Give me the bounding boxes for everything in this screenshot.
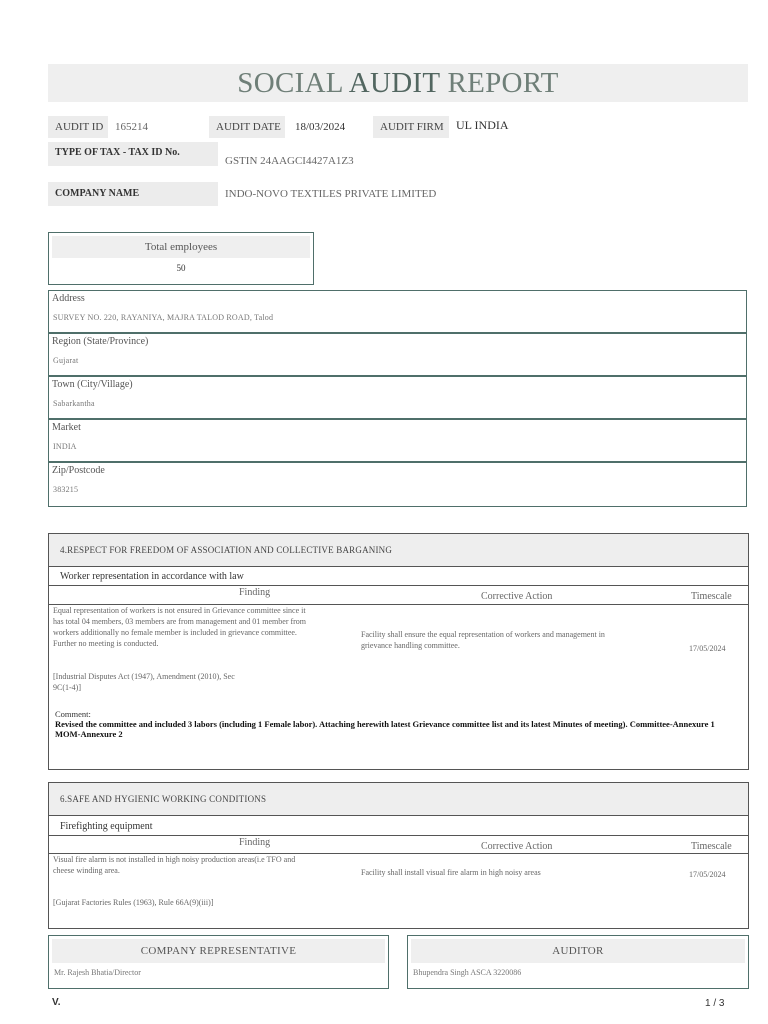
section-title: 6.SAFE AND HYGIENIC WORKING CONDITIONS [49,783,748,816]
finding-line: Further no meeting is conducted. [53,639,159,648]
corrective-column-header: Corrective Action [481,841,553,852]
corrective-line: Facility shall install visual fire alarm in high noisy areas [361,868,541,877]
corrective-action-text [361,867,661,878]
market-box [48,419,747,462]
finding-section [48,533,749,770]
zip-box [48,462,747,507]
corrective-line: grievance handling committee. [361,641,460,650]
finding-line: has total 04 members, 03 members are from management and 01 member from [53,617,307,626]
timescale-column-header: Timescale [691,841,732,852]
finding-text [53,854,363,876]
comment-line: Revised the committee and included 3 labors (including 1 Female labor). Attaching herewith latest Grievance committee list and its latest Minutes of meeting). Committee-Annexure 1 [55,719,715,729]
timescale-column-header: Timescale [691,591,732,602]
market-value: INDIA [53,442,77,451]
finding-column-header: Finding [239,587,271,598]
town-value: Sabarkantha [53,399,95,408]
zip-label: Zip/Postcode [52,465,105,476]
version-label: V. [52,997,61,1008]
company-representative-value: Mr. Rajesh Bhatia/Director [54,968,141,977]
total-employees-value: 50 [176,263,186,273]
company-name-label: COMPANY NAME [48,182,218,206]
company-representative-label: COMPANY REPRESENTATIVE [52,939,385,963]
report-title-part3: REPORT [439,67,559,99]
timescale-value: 17/05/2024 [689,870,726,879]
total-employees-label: Total employees [52,236,310,258]
region-box [48,333,747,376]
audit-firm-label: AUDIT FIRM [373,116,449,138]
audit-id-label: AUDIT ID [48,116,108,138]
auditor-box [407,935,749,989]
section-title: 4.RESPECT FOR FREEDOM OF ASSOCIATION AND COLLECTIVE BARGANING [49,534,748,567]
auditor-label: AUDITOR [411,939,745,963]
tax-id-label: TYPE OF TAX - TAX ID No. [48,142,218,166]
column-header-row [49,587,748,605]
audit-date-label: AUDIT DATE [209,116,285,138]
section-subtitle: Worker representation in accordance with law [49,569,748,586]
page-number: 1 / 3 [705,998,725,1009]
zip-value: 383215 [53,485,79,494]
region-value: Gujarat [53,356,79,365]
comment-block [55,709,735,739]
reference-line: [Industrial Disputes Act (1947), Amendment (2010), Sec [53,672,235,681]
audit-date-value: 18/03/2024 [295,121,346,133]
audit-id-value: 165214 [115,121,148,133]
tax-id-value: GSTIN 24AAGCI4427A1Z3 [225,155,354,167]
finding-column-header: Finding [239,837,271,848]
market-label: Market [52,422,81,433]
address-box [48,290,747,333]
corrective-line: Facility shall ensure the equal representation of workers and management in [361,630,605,639]
finding-section [48,782,749,929]
finding-line: Equal representation of workers is not ensured in Grievance committee since it [53,606,306,615]
finding-text [53,605,363,649]
company-representative-box [48,935,389,989]
report-title-part1: SOCIAL [237,67,349,99]
region-label: Region (State/Province) [52,336,149,347]
total-employees-box [48,232,314,285]
reference-line: 9C(1-4)] [53,683,81,692]
finding-reference [53,671,313,693]
section-subtitle: Firefighting equipment [49,819,748,836]
comment-line: MOM-Annexure 2 [55,729,123,739]
finding-line: cheese winding area. [53,866,120,875]
audit-firm-value: UL INDIA [456,118,509,132]
auditor-value: Bhupendra Singh ASCA 3220086 [413,968,522,977]
address-value: SURVEY NO. 220, RAYANIYA, MAJRA TALOD ROAD, Talod [53,313,274,322]
finding-reference [53,897,353,908]
report-title-part2: AUDIT [348,67,440,99]
company-name-value: INDO-NOVO TEXTILES PRIVATE LIMITED [225,188,437,200]
reference-line: [Gujarat Factories Rules (1963), Rule 66A(9)(iii)] [53,898,214,907]
corrective-action-text [361,629,661,651]
town-box [48,376,747,419]
timescale-value: 17/05/2024 [689,644,726,653]
comment-label: Comment: [55,709,91,719]
corrective-column-header: Corrective Action [481,591,553,602]
finding-line: Visual fire alarm is not installed in high noisy production areas(i.e TFO and [53,855,296,864]
address-label: Address [52,293,85,304]
finding-line: workers additionally no female member is included in grievance committee. [53,628,297,637]
town-label: Town (City/Village) [52,379,133,390]
report-title [48,64,748,102]
